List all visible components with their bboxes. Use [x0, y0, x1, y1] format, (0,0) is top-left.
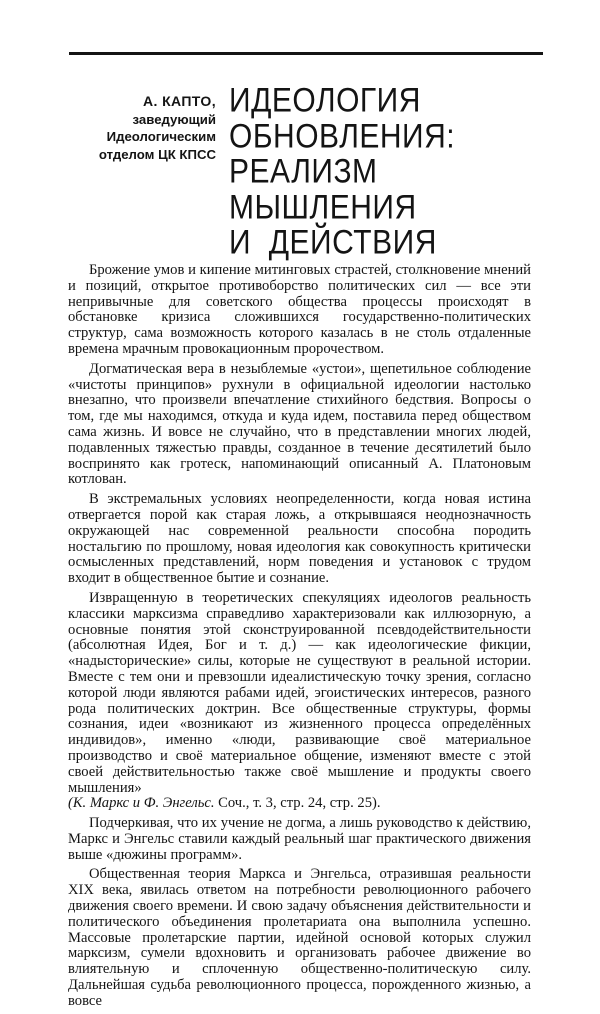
author-role-line-1: заведующий [132, 111, 216, 127]
paragraph-4 [68, 591, 531, 812]
author-name: А. КАПТО, [142, 93, 216, 109]
paragraph-1: Брожение умов и кипение митинговых страстей, столкновение мнений и позиций, открытое противоборство политических сил — все эти непривычные для советского общества процессы происходят в обстановке кризиса сложившихся государственно-политических структур, сама возможность которого казалась в не столь отдаленные времена мрачным провокационным пророчеством. [68, 262, 531, 357]
author-role-line-3: отделом ЦК КПСС [98, 146, 216, 162]
top-rule [69, 52, 543, 55]
paragraph-2: Догматическая вера в незыблемые «устои», щепетильное соблюдение «чистоты принципов» рухнули в официальной идеологии настолько внезапно, что произвели впечатление стихийного бедствия. Вопросы о том, где мы находимся, откуда и куда идем, поставила перед обществом сама жизнь. И вовсе не случайно, что в представлении многих людей, подавленных тяжестью правды, созданное в течение десятилетий было воспринято как гротеск, напоминающий описанный А. Платоновым котлован. [68, 360, 531, 488]
article-body [68, 263, 531, 1014]
title-line-1: ИДЕОЛОГИЯ [229, 81, 421, 120]
paragraph-3: В экстремальных условиях неопределенности, когда новая истина отвергается порой как старая ложь, а открывшаяся неоднозначность окружающей нас современной реальности способна породить ностальгию по прошлому, новая идеология как совокупность критически осмысленных представлений, норм поведения и установок с трудом входит в общественное бытие и сознание. [68, 491, 531, 587]
citation-source: Соч., т. 3, стр. 24, стр. 25). [214, 795, 381, 812]
author-role-line-2: Идеологическим [106, 129, 216, 144]
article-title [229, 83, 549, 261]
title-line-4: МЫШЛЕНИЯ [229, 188, 417, 226]
paragraph-5: Подчеркивая, что их учение не догма, а лишь руководство к действию, Маркс и Энгельс ставили каждый реальный шаг практического движения выше «дюжины программ». [68, 815, 531, 863]
paragraph-6: Общественная теория Маркса и Энгельса, отразившая реальности XIX века, явилась ответом на потребности революционного рабочего движения своего времени. И свою задачу объяснения действительности и политического объединения пролетариата она выполнила успешно. Массовые пролетарские партии, идейной основой которых служил марксизм, сумели вдохновить и организовать рабочее движение во влиятельную и сплоченную общественно-политическую силу. Дальнейшая судьба революционного процесса, порожденного жизнью, а вовсе [68, 866, 531, 1009]
author-block [40, 93, 216, 163]
citation-authors: (К. Маркс и Ф. Энгельс. [68, 795, 215, 812]
title-line-2: ОБНОВЛЕНИЯ: [229, 117, 456, 155]
paragraph-4-text: Извращенную в теоретических спекуляциях идеологов реальность классики марксизма справедливо характеризовали как иллюзорную, а основные понятия этой сконструированной псевдодействительности (абсолютная Идея, Бог и т. д.) — как идеологические фикции, «надысторические» силы, которые не существуют в реальной истории. Вместе с тем они и превзошли идеалистическую точку зрения, согласно которой люди являются рабами идей, эгоистических интересов, разного рода политических доктрин. Все общественные структуры, формы сознания, идеи «возникают из жизненного процесса определённых индивидов», именно «люди, развивающие своё материальное производство и своё материальное общение, изменяют вместе с этой своей действительностью также своё мышление и продукты своего мышления» [68, 589, 531, 796]
title-line-3: РЕАЛИЗМ [229, 153, 378, 191]
title-line-5: И ДЕЙСТВИЯ [229, 224, 437, 262]
